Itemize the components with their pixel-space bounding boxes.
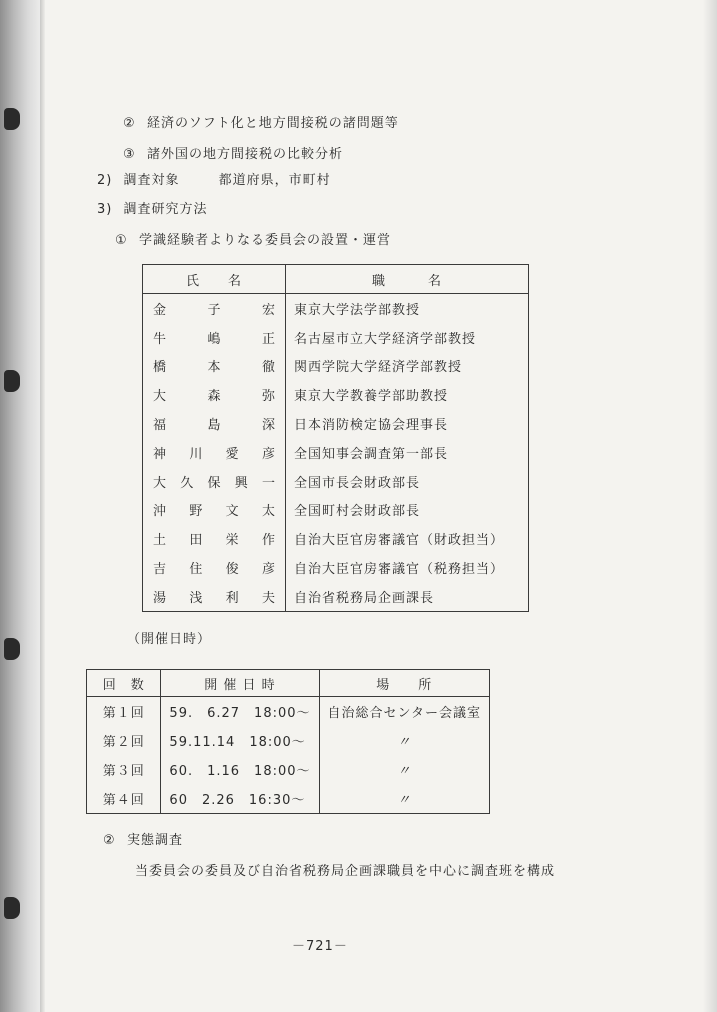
member-name-char: 沖 [153,504,167,520]
member-name-char: 弥 [261,389,275,405]
member-name-char: 彦 [261,446,275,462]
section-number: 2) [97,173,113,188]
section-label: 調査対象 [123,173,180,188]
member-name [143,582,286,611]
meeting-datetime: 60 2.26 16:30～ [161,784,319,814]
binder-hole [4,370,20,392]
member-name-char: 土 [153,533,167,549]
member-name-char: 橋 [153,360,167,376]
meeting-datetime: 59.11.14 18:00～ [161,726,319,755]
member-name-char: 徹 [261,360,275,376]
member-position: 東京大学教養学部助教授 [286,380,529,409]
method-item-2 [103,829,183,848]
right-edge-shadow [703,0,717,1012]
member-name [143,380,286,409]
member-name [143,438,286,467]
item-text: 諸外国の地方間接税の比較分析 [147,147,344,162]
member-position: 自治大臣官房審議官（税務担当） [286,553,529,582]
schedule-row [87,697,490,727]
schedule-header-datetime: 開 催 日 時 [161,670,319,697]
member-name-char: 利 [225,590,239,606]
member-name-char: 湯 [153,590,167,606]
survey-target [97,169,331,188]
meeting-place: 〃 [319,755,489,784]
schedule-row [87,726,490,755]
member-name-char: 文 [225,504,239,520]
survey-method [97,198,208,217]
member-name-char: 正 [261,331,275,347]
meeting-place: 〃 [319,784,489,814]
member-position: 日本消防検定協会理事長 [286,409,529,438]
member-name-char: 作 [261,533,275,549]
member-position: 全国市長会財政部長 [286,467,529,496]
section-value: 都道府県，市町村 [218,173,331,188]
member-name-char: 彦 [261,562,275,578]
member-name-char: 興 [234,475,248,491]
member-name-char: 保 [207,475,221,491]
meeting-round: 第４回 [87,784,161,814]
member-name-char: 本 [207,360,221,376]
committee-table [142,264,529,612]
member-name [143,352,286,381]
member-name-char: 森 [207,389,221,405]
page-number: －721－ [292,939,348,954]
committee-row [143,352,529,381]
member-name-char: 田 [189,533,203,549]
member-name-char: 吉 [153,562,167,578]
member-name-char: 太 [261,504,275,520]
member-position: 関西学院大学経済学部教授 [286,352,529,381]
section-number: 3) [97,202,113,217]
member-name [143,496,286,525]
item-marker: ② [123,116,136,131]
member-name-char: 一 [261,475,275,491]
schedule-header-row [87,670,490,697]
member-name-char: 俊 [225,562,239,578]
member-name-char: 金 [153,302,167,318]
member-position: 全国知事会調査第一部長 [286,438,529,467]
meeting-datetime: 59. 6.27 18:00～ [161,697,319,727]
committee-row [143,438,529,467]
member-name-char: 神 [153,446,167,462]
member-name-char: 栄 [225,533,239,549]
member-position: 自治大臣官房審議官（財政担当） [286,524,529,553]
member-name-char: 子 [207,302,221,318]
item-text: 学識経験者よりなる委員会の設置・運営 [139,233,392,248]
member-name [143,409,286,438]
meeting-place: 〃 [319,726,489,755]
member-name [143,553,286,582]
schedule-row [87,755,490,784]
committee-row [143,380,529,409]
committee-row [143,582,529,611]
item-marker: ① [115,233,128,248]
binder-hole [4,638,20,660]
schedule-row [87,784,490,814]
schedule-caption: （開催日時） [127,632,212,647]
page-edge [40,0,45,1012]
member-name-char: 久 [180,475,194,491]
member-name-char: 大 [153,475,167,491]
section-label: 調査研究方法 [123,202,208,217]
member-name [143,524,286,553]
meeting-round: 第２回 [87,726,161,755]
item-2 [123,112,399,131]
item-marker: ③ [123,147,136,162]
member-position: 名古屋市立大学経済学部教授 [286,323,529,352]
committee-header-position: 職 名 [286,265,529,294]
committee-row [143,294,529,323]
committee-header-row [143,265,529,294]
member-name-char: 牛 [153,331,167,347]
member-name-char: 福 [153,418,167,434]
member-name [143,467,286,496]
member-name-char: 宏 [261,302,275,318]
binder-hole [4,108,20,130]
method-item-1 [115,229,391,248]
binder-hole [4,897,20,919]
member-name-char: 深 [261,418,275,434]
committee-row [143,467,529,496]
committee-row [143,323,529,352]
committee-header-name: 氏 名 [143,265,286,294]
schedule-header-round: 回 数 [87,670,161,697]
meeting-round: 第３回 [87,755,161,784]
meeting-round: 第１回 [87,697,161,727]
member-name-char: 嶋 [207,331,221,347]
member-name-char: 浅 [189,590,203,606]
member-position: 自治省税務局企画課長 [286,582,529,611]
meeting-datetime: 60. 1.16 18:00～ [161,755,319,784]
committee-row [143,524,529,553]
binding-shadow [0,0,40,1012]
member-name [143,294,286,323]
member-name-char: 愛 [225,446,239,462]
member-position: 東京大学法学部教授 [286,294,529,323]
member-position: 全国町村会財政部長 [286,496,529,525]
member-name-char: 川 [189,446,203,462]
member-name-char: 島 [207,418,221,434]
member-name [143,323,286,352]
committee-row [143,496,529,525]
member-name-char: 住 [189,562,203,578]
meeting-place: 自治総合センター会議室 [319,697,489,727]
schedule-header-place: 場 所 [319,670,489,697]
survey-description: 当委員会の委員及び自治省税務局企画課職員を中心に調査班を構成 [135,864,556,879]
item-text: 実態調査 [127,833,184,848]
committee-row [143,409,529,438]
committee-row [143,553,529,582]
member-name-char: 野 [189,504,203,520]
member-name-char: 大 [153,389,167,405]
item-marker: ② [103,833,116,848]
item-3 [123,143,343,162]
item-text: 経済のソフト化と地方間接税の諸問題等 [147,116,399,131]
member-name-char: 夫 [261,590,275,606]
schedule-table [86,669,490,814]
